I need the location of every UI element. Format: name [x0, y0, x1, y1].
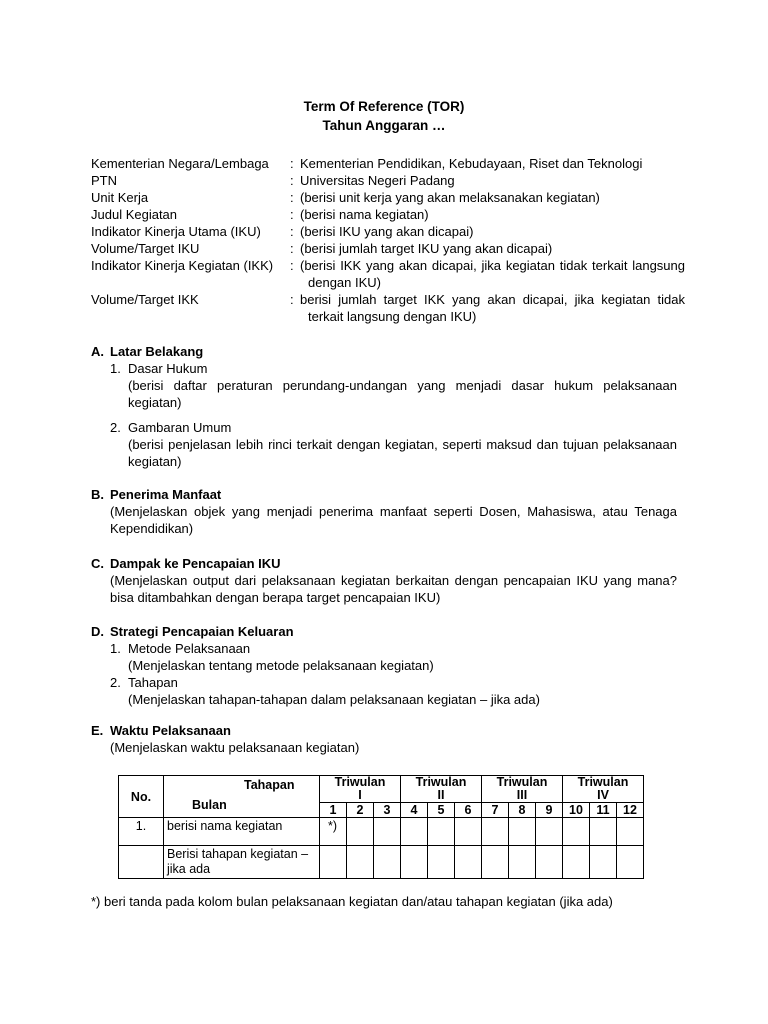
header-tahapan: Tahapan	[244, 778, 295, 792]
section-strategi	[91, 623, 677, 708]
section-waktu-pelaksanaan	[91, 722, 677, 756]
header-bulan: Bulan	[192, 798, 227, 812]
item-number: 2.	[110, 675, 121, 690]
meta-label: PTN	[91, 173, 117, 188]
header-quarter	[563, 776, 644, 803]
header-quarter	[482, 776, 563, 803]
meta-colon: :	[290, 258, 294, 273]
month-cell: 3	[374, 803, 401, 818]
month-mark-cell	[509, 846, 536, 879]
section-title: Strategi Pencapaian Keluaran	[110, 624, 294, 639]
subsection-heading	[91, 674, 677, 691]
row-number	[119, 846, 164, 879]
section-description: (Menjelaskan objek yang menjadi penerima manfaat seperti Dosen, Mahasiswa, atau Tenaga Kependidikan)	[110, 504, 677, 536]
quarter-label: Triwulan	[577, 775, 629, 789]
identity-block	[91, 155, 685, 325]
month-cell: 2	[347, 803, 374, 818]
item-number: 1.	[110, 361, 121, 376]
meta-row	[91, 291, 685, 325]
month-mark-cell	[509, 818, 536, 846]
meta-value: (berisi IKU yang akan dicapai)	[300, 224, 474, 239]
month-mark-cell	[536, 846, 563, 879]
section-latar-belakang	[91, 343, 677, 470]
meta-label: Volume/Target IKK	[91, 292, 199, 307]
section-heading	[91, 486, 677, 503]
meta-value: berisi jumlah target IKK yang akan dicapai, jika kegiatan tidak terkait langsung dengan IKU)	[300, 292, 685, 324]
item-title: Dasar Hukum	[128, 361, 208, 376]
document-subtitle: Tahun Anggaran …	[322, 118, 446, 133]
schedule-table	[118, 775, 644, 879]
item-title: Tahapan	[128, 675, 178, 690]
item-description: (berisi penjelasan lebih rinci terkait dengan kegiatan, seperti maksud dan tujuan pelaksanaan kegiatan)	[128, 437, 677, 469]
meta-value: Universitas Negeri Padang	[300, 173, 455, 188]
row-activity: berisi nama kegiatan	[164, 818, 320, 846]
header-no: No.	[119, 776, 164, 818]
section-letter: E.	[91, 723, 104, 738]
month-mark-cell: *)	[320, 818, 347, 846]
month-mark-cell	[347, 846, 374, 879]
meta-label: Judul Kegiatan	[91, 207, 178, 222]
section-description: (Menjelaskan output dari pelaksanaan kegiatan berkaitan dengan pencapaian IKU yang mana? bisa ditambahkan dengan berapa target pencapaian IKU)	[110, 573, 677, 605]
meta-colon: :	[290, 190, 294, 205]
section-title: Latar Belakang	[110, 344, 204, 359]
meta-colon: :	[290, 207, 294, 222]
month-mark-cell	[374, 818, 401, 846]
section-letter: D.	[91, 624, 104, 639]
quarter-label: Triwulan	[496, 775, 548, 789]
month-mark-cell	[590, 818, 617, 846]
table-header-row	[119, 776, 644, 803]
month-cell: 8	[509, 803, 536, 818]
month-mark-cell	[563, 846, 590, 879]
month-mark-cell	[617, 818, 644, 846]
section-title: Penerima Manfaat	[110, 487, 222, 502]
meta-row	[91, 240, 677, 257]
month-mark-cell	[617, 846, 644, 879]
footnote: *) beri tanda pada kolom bulan pelaksanaan kegiatan dan/atau tahapan kegiatan (jika ada)	[91, 894, 613, 909]
section-penerima-manfaat	[91, 486, 677, 537]
section-dampak-iku	[91, 555, 677, 606]
header-quarter	[320, 776, 401, 803]
quarter-numeral: I	[358, 788, 362, 802]
month-mark-cell	[482, 818, 509, 846]
month-mark-cell	[401, 846, 428, 879]
section-letter: B.	[91, 487, 104, 502]
meta-label: Volume/Target IKU	[91, 241, 200, 256]
month-cell: 10	[563, 803, 590, 818]
meta-row	[91, 172, 677, 189]
meta-label: Kementerian Negara/Lembaga	[91, 156, 269, 171]
row-number: 1.	[119, 818, 164, 846]
row-activity: Berisi tahapan kegiatan – jika ada	[164, 846, 320, 879]
meta-colon: :	[290, 292, 294, 307]
month-cell: 11	[590, 803, 617, 818]
subsection-heading	[91, 419, 677, 436]
header-tahapan-bulan	[164, 776, 320, 818]
item-title: Metode Pelaksanaan	[128, 641, 251, 656]
month-cell: 12	[617, 803, 644, 818]
month-cell: 4	[401, 803, 428, 818]
meta-colon: :	[290, 224, 294, 239]
quarter-numeral: II	[437, 788, 445, 802]
month-mark-cell	[401, 818, 428, 846]
item-number: 2.	[110, 420, 121, 435]
item-number: 1.	[110, 641, 121, 656]
meta-row	[91, 257, 685, 291]
month-mark-cell	[536, 818, 563, 846]
meta-colon: :	[290, 156, 294, 171]
meta-label: Unit Kerja	[91, 190, 149, 205]
document-title: Term Of Reference (TOR)	[303, 99, 465, 114]
month-mark-cell	[590, 846, 617, 879]
meta-colon: :	[290, 173, 294, 188]
meta-value: (berisi unit kerja yang akan melaksanakan kegiatan)	[300, 190, 600, 205]
month-mark-cell	[428, 846, 455, 879]
meta-row	[91, 223, 677, 240]
section-heading	[91, 623, 677, 640]
section-description: (Menjelaskan waktu pelaksanaan kegiatan)	[110, 740, 360, 755]
meta-value: (berisi nama kegiatan)	[300, 207, 429, 222]
item-title: Gambaran Umum	[128, 420, 232, 435]
month-mark-cell	[428, 818, 455, 846]
meta-label: Indikator Kinerja Utama (IKU)	[91, 224, 261, 239]
meta-value: Kementerian Pendidikan, Kebudayaan, Riset dan Teknologi	[300, 156, 643, 171]
section-heading	[91, 722, 677, 739]
month-mark-cell	[320, 846, 347, 879]
section-title: Dampak ke Pencapaian IKU	[110, 556, 281, 571]
month-cell: 9	[536, 803, 563, 818]
subsection-heading	[91, 640, 677, 657]
item-description: (Menjelaskan tentang metode pelaksanaan kegiatan)	[128, 658, 434, 673]
meta-row	[91, 206, 677, 223]
month-mark-cell	[563, 818, 590, 846]
header-quarter	[401, 776, 482, 803]
item-description: (berisi daftar peraturan perundang-undangan yang menjadi dasar hukum pelaksanaan kegiatan)	[128, 378, 677, 410]
meta-value: (berisi jumlah target IKU yang akan dicapai)	[300, 241, 553, 256]
meta-row	[91, 189, 677, 206]
month-mark-cell	[374, 846, 401, 879]
month-cell: 7	[482, 803, 509, 818]
quarter-label: Triwulan	[415, 775, 467, 789]
quarter-numeral: IV	[597, 788, 609, 802]
month-cell: 5	[428, 803, 455, 818]
month-mark-cell	[482, 846, 509, 879]
quarter-label: Triwulan	[334, 775, 386, 789]
table-row	[119, 846, 644, 879]
section-heading	[91, 343, 677, 360]
section-letter: C.	[91, 556, 104, 571]
month-cell: 6	[455, 803, 482, 818]
subsection-heading	[91, 360, 677, 377]
meta-colon: :	[290, 241, 294, 256]
month-mark-cell	[347, 818, 374, 846]
table-row	[119, 818, 644, 846]
month-mark-cell	[455, 818, 482, 846]
quarter-numeral: III	[516, 788, 528, 802]
meta-label: Indikator Kinerja Kegiatan (IKK)	[91, 258, 274, 273]
month-cell: 1	[320, 803, 347, 818]
month-mark-cell	[455, 846, 482, 879]
section-letter: A.	[91, 344, 104, 359]
section-title: Waktu Pelaksanaan	[110, 723, 231, 738]
meta-row	[91, 155, 677, 172]
item-description: (Menjelaskan tahapan-tahapan dalam pelaksanaan kegiatan – jika ada)	[128, 692, 540, 707]
meta-value: (berisi IKK yang akan dicapai, jika kegiatan tidak terkait langsung dengan IKU)	[300, 258, 685, 290]
section-heading	[91, 555, 677, 572]
